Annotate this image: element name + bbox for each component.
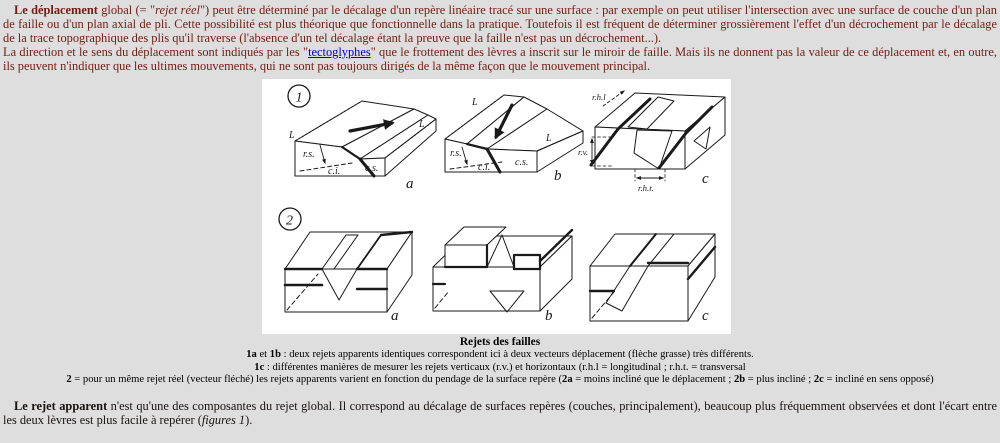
- diagram-2c: [590, 234, 715, 324]
- label-L-left: L: [289, 130, 295, 142]
- label-c1: c: [702, 171, 709, 188]
- label-a1: a: [406, 176, 414, 193]
- label-L-left-1b: L: [472, 97, 478, 109]
- label-ci: c.i.: [328, 166, 341, 178]
- label-b2: b: [545, 308, 553, 325]
- diagram-2a: [279, 208, 412, 324]
- caption-bold-2b: 2b: [733, 373, 746, 385]
- caption-bold-1c: 1c: [254, 361, 265, 373]
- figure-1-number: 1: [295, 90, 303, 106]
- caption-bold-2a: 2a: [562, 373, 573, 385]
- caption-bold-2: 2: [66, 373, 72, 385]
- caption-line-1c: [4, 362, 996, 374]
- figure-caption: [0, 336, 1000, 386]
- caption-title: Rejets des failles: [459, 336, 541, 349]
- caption-bold-1a: 1a: [246, 349, 257, 361]
- caption-line-1a-1b: [4, 349, 996, 361]
- label-rs-1b: r.s.: [450, 148, 462, 160]
- tectoglyphes-link[interactable]: tectoglyphes: [308, 45, 371, 60]
- direction-text-b: " que le frottement des lèvres a inscrit sur le miroir de faille. Mais ils ne donnent pas la valeur de ce déplacement et, en outre, ils peuvent n'indiquer que les ultimes mouvements, qui ne sont pas toujours dirigés de la même façon que le mouvement principal.: [3, 45, 997, 74]
- rejet-reel-term: rejet réel: [155, 3, 200, 17]
- label-cs: c.s.: [365, 163, 379, 175]
- caption-text: : différentes manières de mesurer les rejets verticaux (r.v.) et horizontaux (r.h.l = longitudinal ; r.h.t. = transversal: [264, 361, 746, 373]
- fault-block-diagrams-image: [262, 79, 731, 334]
- label-rhl: r.h.l: [592, 92, 606, 103]
- direction-paragraph: [0, 45, 1000, 73]
- figure-2-number: 2: [286, 213, 293, 229]
- closing-text-a: n'est qu'une des composantes du rejet global. Il correspond au décalage de surfaces repères (couches, principalement), beaucoup plus fréquemment observées et dont l'écart entre les deux lèvres est plus facile à repérer (: [3, 399, 998, 428]
- label-c2: c: [702, 308, 709, 325]
- label-b1: b: [554, 168, 562, 185]
- caption-text: = incliné en sens opposé): [823, 373, 934, 385]
- label-rv: r.v.: [578, 147, 589, 158]
- closing-lead-bold: Le rejet apparent: [14, 399, 108, 414]
- intro-paragraph: [0, 0, 1000, 45]
- label-a2: a: [391, 308, 399, 325]
- label-L-right-1b: L: [546, 133, 552, 145]
- direction-text-a: La direction et le sens du déplacement sont indiqués par les ": [3, 45, 309, 60]
- diagram-2b: [433, 227, 572, 324]
- caption-text: = pour un même rejet réel (vecteur fléché) les rejets apparents varient en fonction du pendage de la surface repère (: [71, 373, 563, 385]
- caption-text: = moins incliné que le déplacement ;: [572, 373, 734, 385]
- closing-paragraph: [0, 399, 1000, 427]
- caption-text: et: [256, 349, 270, 361]
- intro-text-a: global (= ": [97, 3, 156, 17]
- label-rht: r.h.t.: [638, 183, 654, 194]
- caption-text: = plus incliné ;: [745, 373, 814, 385]
- caption-text: : deux rejets apparents identiques correspondent ici à deux vecteurs déplacement (flèche grasse) très différents.: [280, 349, 754, 361]
- diagram-1a: [288, 85, 436, 192]
- caption-bold-1b: 1b: [269, 349, 281, 361]
- figure-panel: [262, 79, 731, 334]
- label-ci-1b: c.i.: [478, 162, 491, 174]
- intro-text-b: ") peut être déterminé par le décalage d'un repère linéaire tracé sur une surface : par exemple on peut utiliser l'intersection avec une surface de couche d'un plan de faille ou d'un plan axial de pli. Cette possibilité est plus théorique que fonctionnelle dans la pratique. Toutefois il est fréquent de déterminer grossièrement l'effet d'un décrochement par le décalage de la trace topographique des plis qu'il traverse (l'absence d'un tel décalage étant la preuve que la faille n'est pas un décrochement...).: [3, 3, 997, 46]
- diagram-1c: [578, 91, 725, 193]
- intro-lead-bold: Le déplacement: [14, 3, 98, 17]
- label-cs-1b: c.s.: [515, 157, 529, 169]
- closing-text-b: ).: [245, 413, 253, 428]
- caption-line-2: [4, 374, 996, 386]
- label-L-right: L: [419, 119, 425, 131]
- figures-1-ref: figures 1: [201, 413, 246, 428]
- label-rs: r.s.: [303, 149, 315, 161]
- caption-bold-2c: 2c: [813, 373, 824, 385]
- diagram-1b: [445, 95, 583, 184]
